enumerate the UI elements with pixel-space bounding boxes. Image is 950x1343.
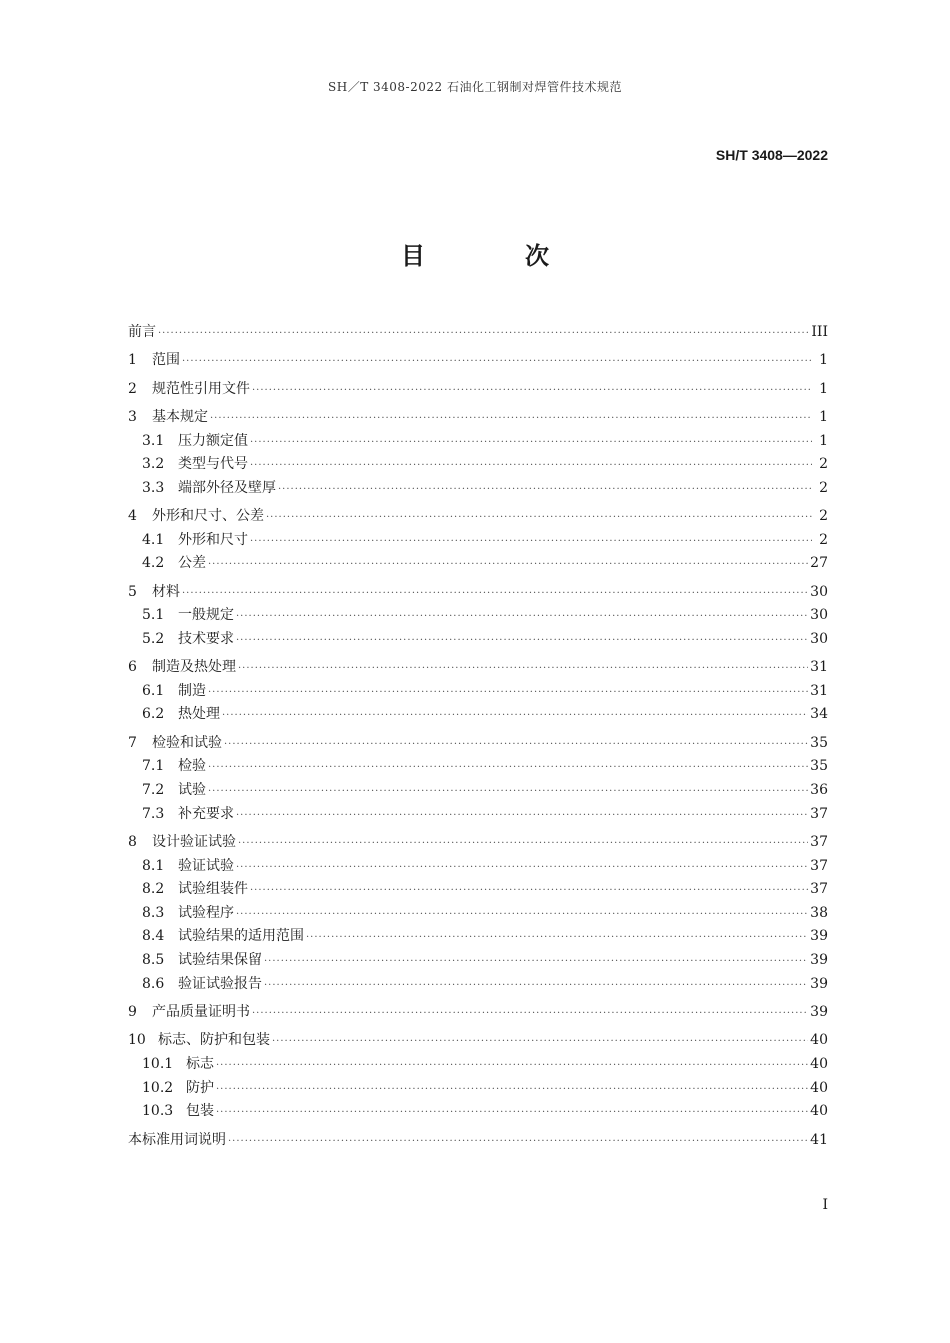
toc-entry[interactable] [128,996,828,1024]
toc-entry-number: 7 [128,734,137,751]
running-header: SH／T 3408-2022 石油化工钢制对焊管件技术规范 [328,80,622,94]
page-number: I [822,1197,828,1213]
toc-entry[interactable] [128,855,828,879]
toc-leader-dots [252,1002,808,1026]
toc-leader-dots [306,926,808,950]
toc-entry-label: 制造及热处理 [152,659,236,676]
toc-entry-label: 外形和尺寸 [178,531,248,548]
toc-entry-label: 试验结果保留 [178,952,262,969]
toc-entry[interactable] [128,973,828,997]
toc-entry[interactable] [128,477,828,501]
toc-entry[interactable] [128,604,828,628]
toc-entry[interactable] [128,316,828,344]
toc-leader-dots [158,322,809,346]
toc-entry-number: 4 [128,508,137,525]
toc-entry-page: 2 [819,456,828,473]
toc-entry-number: 3.1 [142,432,165,449]
toc-entry-label: 本标准用词说明 [128,1131,226,1148]
toc-leader-dots [278,478,812,502]
toc-leader-dots [224,733,808,757]
toc-entry-page: 40 [810,1032,828,1049]
toc-entry-page: 41 [810,1131,828,1148]
toc-entry[interactable] [128,925,828,949]
toc-entry[interactable] [128,803,828,827]
toc-leader-dots [216,1101,808,1125]
toc-entry-number: 6.2 [142,706,165,723]
toc-entry[interactable] [128,373,828,401]
toc-entry-page: 40 [810,1103,828,1120]
toc-entry-label: 压力额定值 [178,432,248,449]
toc-leader-dots [208,756,808,780]
toc-entry[interactable] [128,430,828,454]
toc-entry-page: 39 [810,1004,828,1020]
toc-entry[interactable] [128,652,828,680]
toc-entry-number: 8.3 [142,904,165,921]
toc-entry-page: 2 [819,508,828,525]
toc-entry[interactable] [128,1077,828,1101]
toc-leader-dots [182,582,808,606]
toc-entry-page: 38 [810,904,828,921]
toc-leader-dots [216,1054,808,1078]
toc-entry-page: 31 [810,682,828,699]
toc-entry-label: 范围 [152,352,180,369]
toc-entry-label: 技术要求 [178,630,234,647]
toc-leader-dots [250,530,812,554]
toc-entry-label: 类型与代号 [178,456,248,473]
toc-entry-label: 试验程序 [178,904,234,921]
toc-entry-label: 外形和尺寸、公差 [152,508,264,525]
toc-entry-label: 公差 [178,555,206,572]
toc-entry-number: 4.1 [142,531,165,548]
toc-entry-page: 34 [810,706,828,723]
toc-leader-dots [264,974,808,998]
toc-entry-page: 37 [810,834,828,851]
toc-leader-dots [272,1030,808,1054]
standard-number: SH/T 3408—2022 [715,147,828,163]
toc-leader-dots [238,657,808,681]
toc-entry-page: 39 [810,952,828,969]
toc-entry-label: 设计验证试验 [152,834,236,851]
toc-entry-page: 1 [819,432,828,449]
toc-entry-number: 4.2 [142,555,165,572]
toc-entry[interactable] [128,1100,828,1124]
toc-entry-page: 36 [810,782,828,799]
toc-leader-dots [208,780,808,804]
toc-entry-label: 试验组装件 [178,881,248,898]
toc-entry-label: 试验 [178,782,206,799]
toc-entry-number: 5 [128,583,137,600]
toc-entry[interactable] [128,826,828,854]
toc-entry-number: 8.2 [142,881,165,898]
toc-entry-page: 37 [810,805,828,822]
toc-entry-label: 一般规定 [178,607,234,624]
toc-entry[interactable] [128,552,828,576]
toc-entry-label: 检验和试验 [152,734,222,751]
toc-entry-page: 31 [810,659,828,676]
toc-entry[interactable] [128,453,828,477]
toc-entry-number: 7.2 [142,782,165,799]
toc-entry-number: 8 [128,834,137,851]
toc-entry-number: 3.2 [142,456,165,473]
toc-entry-label: 产品质量证明书 [152,1004,250,1020]
toc-entry-number: 7.3 [142,805,165,822]
toc-entry-number: 6 [128,659,137,676]
toc-entry-number: 10.3 [142,1103,174,1120]
toc-entry-label: 检验 [178,758,206,775]
toc-entry[interactable] [128,344,828,372]
toc-entry-label: 补充要求 [178,805,234,822]
toc-title: 目 次 [401,241,587,270]
toc-entry-page: 2 [819,479,828,496]
toc-leader-dots [238,832,808,856]
toc-entry[interactable] [128,529,828,553]
toc-entry-label: 规范性引用文件 [152,380,250,397]
toc-leader-dots [236,903,808,927]
toc-leader-dots [236,605,808,629]
toc-entry[interactable] [128,1124,828,1152]
toc-entry[interactable] [128,703,828,727]
toc-entry-page: 1 [819,408,828,425]
toc-entry-page: 39 [810,928,828,945]
toc-leader-dots [236,629,808,653]
toc-entry-number: 2 [128,380,137,397]
toc-leader-dots [252,379,812,403]
toc-entry-label: 材料 [152,583,180,600]
toc-entry[interactable] [128,902,828,926]
toc-entry-label: 制造 [178,682,206,699]
toc-entry[interactable] [128,680,828,704]
toc-entry-number: 3 [128,408,137,425]
toc-leader-dots [228,1130,808,1154]
toc-leader-dots [210,407,812,431]
toc-entry-label: 包装 [186,1103,214,1120]
toc-entry-number: 10.1 [142,1055,174,1072]
toc-leader-dots [208,553,808,577]
toc-entry-number: 8.5 [142,952,165,969]
toc-entry-page: 40 [810,1079,828,1096]
toc-entry[interactable] [128,1025,828,1053]
toc-entry[interactable] [128,878,828,902]
toc-entry-label: 端部外径及壁厚 [178,479,276,496]
toc-entry-label: 标志、防护和包装 [158,1032,270,1049]
toc-leader-dots [182,350,812,374]
toc-entry-page: 35 [810,734,828,751]
toc-entry-page: 37 [810,881,828,898]
toc-leader-dots [264,950,808,974]
toc-entry-number: 5.1 [142,607,165,624]
toc-leader-dots [236,856,808,880]
toc-entry-label: 基本规定 [152,408,208,425]
toc-entry-number: 3.3 [142,479,165,496]
toc-leader-dots [266,506,812,530]
toc-entry-number: 6.1 [142,682,165,699]
toc-entry[interactable] [128,500,828,528]
toc-entry-page: 30 [810,630,828,647]
toc-entry-page: 1 [819,380,828,397]
toc-entry-number: 9 [128,1004,137,1020]
toc-leader-dots [236,804,808,828]
toc-entry-page: 30 [810,607,828,624]
toc-entry-number: 7.1 [142,758,165,775]
toc-entry-page: 37 [810,857,828,874]
toc-entry[interactable] [128,628,828,652]
toc-entry-page: 27 [810,555,828,572]
toc-leader-dots [208,681,808,705]
toc-entry-number: 10.2 [142,1079,174,1096]
toc-leader-dots [222,704,808,728]
toc-entry-label: 验证试验报告 [178,975,262,992]
toc-entry-label: 热处理 [178,706,220,723]
toc-entry-page: 39 [810,975,828,992]
toc-entry-page: 2 [819,531,828,548]
toc-entry-number: 10 [128,1032,146,1049]
toc-leader-dots [250,454,812,478]
toc-entry-page: 30 [810,583,828,600]
toc-entry-number: 1 [128,352,137,369]
toc-entry-number: 8.1 [142,857,165,874]
toc-entry[interactable] [128,779,828,803]
toc-entry-number: 8.6 [142,975,165,992]
toc-entry[interactable] [128,401,828,429]
toc-entry-label: 验证试验 [178,857,234,874]
toc-entry-page: 35 [810,758,828,775]
toc-entry-number: 8.4 [142,928,165,945]
toc-entry-page: 40 [810,1055,828,1072]
toc-entry-number: 5.2 [142,630,165,647]
toc-leader-dots [250,431,812,455]
toc-entry-page: 1 [819,352,828,369]
toc-entry-page: III [811,323,828,340]
toc-entry[interactable] [128,576,828,604]
toc-entry-label: 标志 [186,1055,214,1072]
toc-leader-dots [250,879,808,903]
toc-entry-label: 试验结果的适用范围 [178,928,304,945]
toc-entry[interactable] [128,755,828,779]
toc-leader-dots [216,1078,808,1102]
toc-entry[interactable] [128,949,828,973]
toc-entry-label: 防护 [186,1079,214,1096]
toc-entry[interactable] [128,727,828,755]
table-of-contents [128,316,828,1152]
toc-entry-label: 前言 [128,323,156,340]
toc-entry[interactable] [128,1053,828,1077]
